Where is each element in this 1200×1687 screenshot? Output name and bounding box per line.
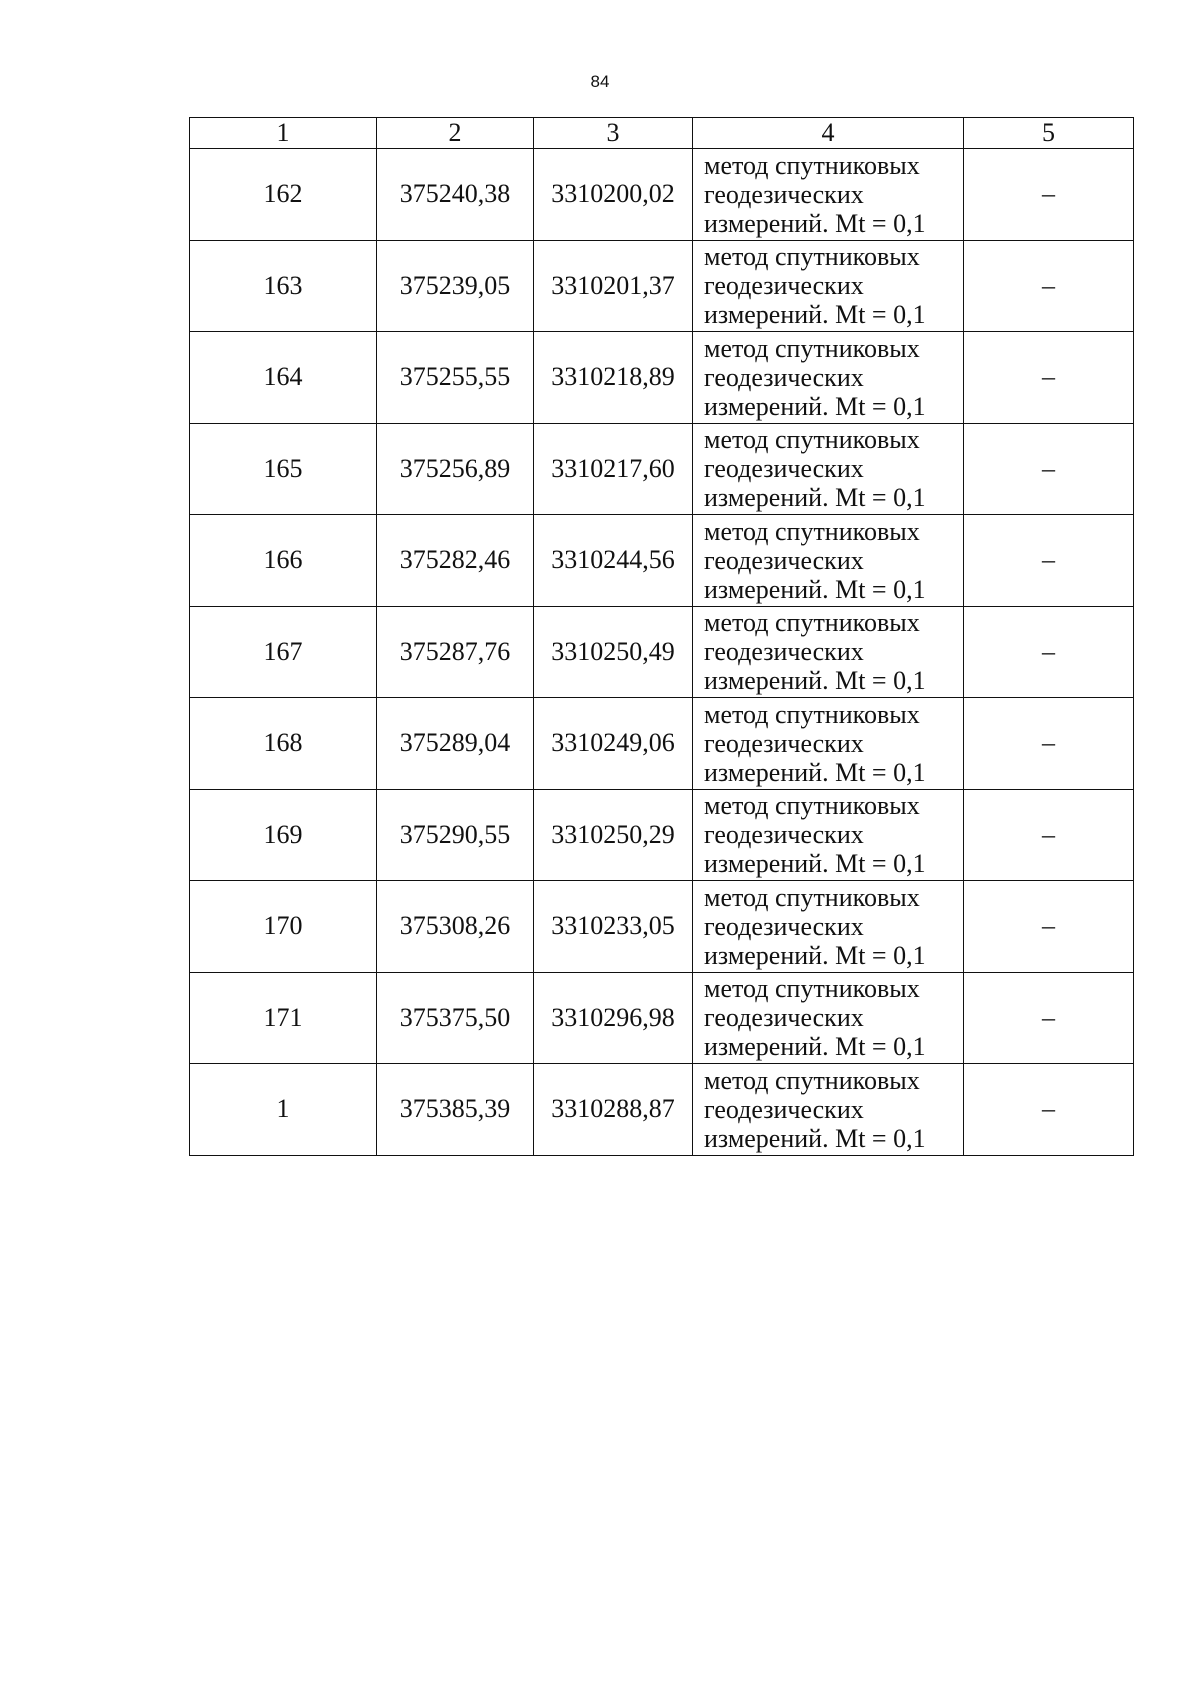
page-number: 84 bbox=[590, 72, 610, 91]
method-text-line: геодезических bbox=[704, 1003, 864, 1033]
method-text-line: измерений. Mt = 0,1 bbox=[704, 300, 926, 330]
method-text-line: метод спутниковых bbox=[704, 1065, 920, 1095]
note-cell: – bbox=[964, 240, 1134, 332]
x-coordinate-cell: 375282,46 bbox=[377, 515, 534, 607]
method-cell bbox=[693, 149, 964, 241]
note-cell: – bbox=[964, 972, 1134, 1064]
table-row bbox=[190, 240, 1134, 332]
point-number-cell: 167 bbox=[190, 606, 377, 698]
table-row bbox=[190, 698, 1134, 790]
method-cell bbox=[693, 240, 964, 332]
method-text-line: метод спутниковых bbox=[704, 791, 920, 821]
method-text-line: метод спутниковых bbox=[704, 150, 920, 180]
table-row bbox=[190, 881, 1134, 973]
method-text-line: измерений. Mt = 0,1 bbox=[704, 1123, 926, 1153]
x-coordinate-cell: 375290,55 bbox=[377, 789, 534, 881]
method-text-line: измерений. Mt = 0,1 bbox=[704, 574, 926, 604]
method-text-line: геодезических bbox=[704, 728, 864, 758]
note-cell: – bbox=[964, 606, 1134, 698]
table-row bbox=[190, 1064, 1134, 1156]
coordinates-table bbox=[189, 117, 1134, 1156]
table-row bbox=[190, 332, 1134, 424]
point-number-cell: 171 bbox=[190, 972, 377, 1064]
point-number-cell: 168 bbox=[190, 698, 377, 790]
method-cell bbox=[693, 515, 964, 607]
note-cell: – bbox=[964, 423, 1134, 515]
y-coordinate-cell: 3310250,29 bbox=[534, 789, 693, 881]
x-coordinate-cell: 375256,89 bbox=[377, 423, 534, 515]
method-text-line: метод спутниковых bbox=[704, 516, 920, 546]
method-cell bbox=[693, 698, 964, 790]
method-text-line: метод спутниковых bbox=[704, 242, 920, 272]
method-text-line: измерений. Mt = 0,1 bbox=[704, 483, 926, 513]
method-text-line: геодезических bbox=[704, 454, 864, 484]
x-coordinate-cell: 375308,26 bbox=[377, 881, 534, 973]
point-number-cell: 162 bbox=[190, 149, 377, 241]
method-text-line: геодезических bbox=[704, 820, 864, 850]
point-number-cell: 1 bbox=[190, 1064, 377, 1156]
y-coordinate-cell: 3310217,60 bbox=[534, 423, 693, 515]
method-text-line: измерений. Mt = 0,1 bbox=[704, 757, 926, 787]
column-header-3: 3 bbox=[534, 118, 693, 149]
point-number-cell: 165 bbox=[190, 423, 377, 515]
table-row bbox=[190, 423, 1134, 515]
column-header-2: 2 bbox=[377, 118, 534, 149]
method-text-line: метод спутниковых bbox=[704, 974, 920, 1004]
method-cell bbox=[693, 789, 964, 881]
table-row bbox=[190, 789, 1134, 881]
note-cell: – bbox=[964, 1064, 1134, 1156]
y-coordinate-cell: 3310296,98 bbox=[534, 972, 693, 1064]
x-coordinate-cell: 375375,50 bbox=[377, 972, 534, 1064]
method-text-line: геодезических bbox=[704, 362, 864, 392]
method-text-line: геодезических bbox=[704, 911, 864, 941]
point-number-cell: 169 bbox=[190, 789, 377, 881]
method-cell bbox=[693, 423, 964, 515]
method-text-line: метод спутниковых bbox=[704, 882, 920, 912]
table-row bbox=[190, 149, 1134, 241]
column-header-4: 4 bbox=[693, 118, 964, 149]
x-coordinate-cell: 375240,38 bbox=[377, 149, 534, 241]
note-cell: – bbox=[964, 789, 1134, 881]
table-body bbox=[190, 149, 1134, 1156]
y-coordinate-cell: 3310249,06 bbox=[534, 698, 693, 790]
note-cell: – bbox=[964, 698, 1134, 790]
method-text-line: метод спутниковых bbox=[704, 425, 920, 455]
x-coordinate-cell: 375287,76 bbox=[377, 606, 534, 698]
method-text-line: метод спутниковых bbox=[704, 608, 920, 638]
method-text-line: геодезических bbox=[704, 545, 864, 575]
method-cell bbox=[693, 1064, 964, 1156]
note-cell: – bbox=[964, 881, 1134, 973]
y-coordinate-cell: 3310200,02 bbox=[534, 149, 693, 241]
column-header-5: 5 bbox=[964, 118, 1134, 149]
method-text-line: метод спутниковых bbox=[704, 333, 920, 363]
method-text-line: измерений. Mt = 0,1 bbox=[704, 1032, 926, 1062]
y-coordinate-cell: 3310233,05 bbox=[534, 881, 693, 973]
method-text-line: измерений. Mt = 0,1 bbox=[704, 849, 926, 879]
table-header bbox=[190, 118, 1134, 149]
method-cell bbox=[693, 332, 964, 424]
method-cell bbox=[693, 972, 964, 1064]
method-text-line: измерений. Mt = 0,1 bbox=[704, 391, 926, 421]
y-coordinate-cell: 3310288,87 bbox=[534, 1064, 693, 1156]
y-coordinate-cell: 3310250,49 bbox=[534, 606, 693, 698]
method-text-line: геодезических bbox=[704, 271, 864, 301]
method-cell bbox=[693, 881, 964, 973]
point-number-cell: 164 bbox=[190, 332, 377, 424]
x-coordinate-cell: 375385,39 bbox=[377, 1064, 534, 1156]
method-text-line: измерений. Mt = 0,1 bbox=[704, 940, 926, 970]
table-row bbox=[190, 515, 1134, 607]
table-row bbox=[190, 972, 1134, 1064]
column-header-1: 1 bbox=[190, 118, 377, 149]
point-number-cell: 170 bbox=[190, 881, 377, 973]
header-row bbox=[190, 118, 1134, 149]
method-text-line: геодезических bbox=[704, 637, 864, 667]
note-cell: – bbox=[964, 332, 1134, 424]
method-text-line: измерений. Mt = 0,1 bbox=[704, 666, 926, 696]
method-text-line: измерений. Mt = 0,1 bbox=[704, 208, 926, 238]
note-cell: – bbox=[964, 149, 1134, 241]
y-coordinate-cell: 3310218,89 bbox=[534, 332, 693, 424]
point-number-cell: 163 bbox=[190, 240, 377, 332]
method-text-line: геодезических bbox=[704, 1094, 864, 1124]
y-coordinate-cell: 3310244,56 bbox=[534, 515, 693, 607]
method-text-line: метод спутниковых bbox=[704, 699, 920, 729]
y-coordinate-cell: 3310201,37 bbox=[534, 240, 693, 332]
note-cell: – bbox=[964, 515, 1134, 607]
x-coordinate-cell: 375255,55 bbox=[377, 332, 534, 424]
method-text-line: геодезических bbox=[704, 179, 864, 209]
x-coordinate-cell: 375239,05 bbox=[377, 240, 534, 332]
method-cell bbox=[693, 606, 964, 698]
table-row bbox=[190, 606, 1134, 698]
point-number-cell: 166 bbox=[190, 515, 377, 607]
x-coordinate-cell: 375289,04 bbox=[377, 698, 534, 790]
